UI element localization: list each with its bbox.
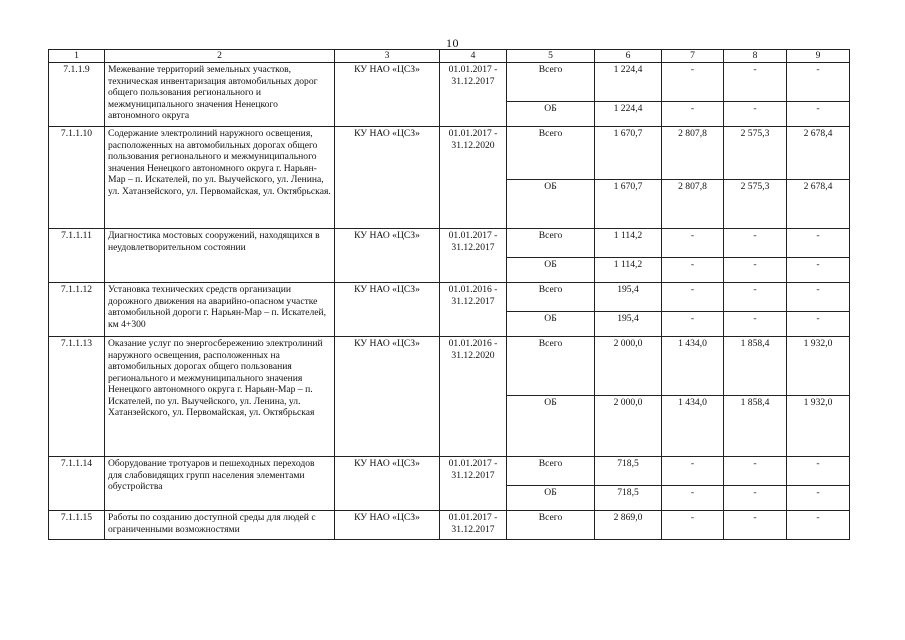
amount-col-8: 1 858,4	[724, 337, 787, 396]
column-number: 7	[662, 50, 724, 63]
amount-col-7: -	[662, 102, 724, 127]
measure-name: Оказание услуг по энергосбережению электролиний наружного освещения, расположенных на автомобильных дорогах общего пользования регионального и межмуниципального значения Ненецкого автономного округа г. Нарьян-Мар – п. Искателей, по ул. Выучейского, ул. Ленина, ул. Хатанзейского, ул. Первомайская, ул. Октябрьская	[105, 337, 335, 457]
funding-source: Всего	[507, 63, 595, 102]
executor: КУ НАО «ЦСЗ»	[335, 229, 440, 283]
amount-col-7: -	[662, 63, 724, 102]
funding-source: Всего	[507, 457, 595, 486]
amount-col-9: 1 932,0	[787, 396, 850, 457]
column-number: 2	[105, 50, 335, 63]
amount-col-8: -	[724, 511, 787, 540]
amount-total: 1 114,2	[595, 258, 662, 283]
amount-col-7: -	[662, 457, 724, 486]
amount-col-9: -	[787, 258, 850, 283]
amount-col-8: -	[724, 229, 787, 258]
funding-source: Всего	[507, 337, 595, 396]
column-number: 4	[440, 50, 507, 63]
amount-col-9: -	[787, 283, 850, 312]
table-row	[49, 457, 850, 486]
amount-col-9: -	[787, 511, 850, 540]
amount-total: 1 670,7	[595, 127, 662, 180]
period: 01.01.2017 - 31.12.2017	[440, 511, 507, 540]
amount-col-8: -	[724, 283, 787, 312]
measure-name: Диагностика мостовых сооружений, находящихся в неудовлетворительном состоянии	[105, 229, 335, 283]
period: 01.01.2016 - 31.12.2020	[440, 337, 507, 457]
period: 01.01.2017 - 31.12.2017	[440, 63, 507, 127]
funding-source: ОБ	[507, 102, 595, 127]
measure-number: 7.1.1.11	[49, 229, 105, 283]
amount-col-7: -	[662, 312, 724, 337]
executor: КУ НАО «ЦСЗ»	[335, 283, 440, 337]
period: 01.01.2017 - 31.12.2020	[440, 127, 507, 229]
amount-col-7: 1 434,0	[662, 337, 724, 396]
amount-col-7: -	[662, 511, 724, 540]
measure-number: 7.1.1.14	[49, 457, 105, 511]
amount-col-9: -	[787, 312, 850, 337]
amount-col-9: 2 678,4	[787, 180, 850, 229]
amount-total: 2 000,0	[595, 396, 662, 457]
amount-col-8: 1 858,4	[724, 396, 787, 457]
executor: КУ НАО «ЦСЗ»	[335, 127, 440, 229]
amount-col-8: 2 575,3	[724, 180, 787, 229]
measure-number: 7.1.1.9	[49, 63, 105, 127]
funding-source: ОБ	[507, 486, 595, 511]
measure-number: 7.1.1.10	[49, 127, 105, 229]
funding-source: ОБ	[507, 180, 595, 229]
amount-col-9: -	[787, 486, 850, 511]
table-row	[49, 283, 850, 312]
table-row	[49, 63, 850, 102]
period: 01.01.2017 - 31.12.2017	[440, 457, 507, 511]
column-number: 3	[335, 50, 440, 63]
funding-source: ОБ	[507, 258, 595, 283]
amount-col-8: -	[724, 102, 787, 127]
column-number: 8	[724, 50, 787, 63]
funding-source: ОБ	[507, 312, 595, 337]
executor: КУ НАО «ЦСЗ»	[335, 511, 440, 540]
amount-col-7: 2 807,8	[662, 127, 724, 180]
amount-total: 195,4	[595, 283, 662, 312]
table-row	[49, 337, 850, 396]
table-row	[49, 229, 850, 258]
amount-col-9: -	[787, 457, 850, 486]
measure-name: Установка технических средств организации дорожного движения на аварийно-опасном участке автомобильной дороги г. Нарьян-Мар – п. Искателей, км 4+300	[105, 283, 335, 337]
amount-col-8: -	[724, 258, 787, 283]
amount-col-8: -	[724, 486, 787, 511]
amount-col-9: -	[787, 229, 850, 258]
measure-name: Работы по созданию доступной среды для людей с ограниченными возможностями	[105, 511, 335, 540]
measure-name: Межевание территорий земельных участков, техническая инвентаризация автомобильных дорог общего пользования регионального и межмуниципального значения Ненецкого автономного округа	[105, 63, 335, 127]
column-number: 1	[49, 50, 105, 63]
executor: КУ НАО «ЦСЗ»	[335, 457, 440, 511]
amount-col-7: -	[662, 283, 724, 312]
amount-total: 2 869,0	[595, 511, 662, 540]
period: 01.01.2016 - 31.12.2017	[440, 283, 507, 337]
measure-name: Содержание электролиний наружного освещения, расположенных на автомобильных дорогах общего пользования регионального и межмуниципального значения Ненецкого автономного округа г. Нарьян-Мар – п. Искателей, по ул. Выучейского, ул. Ленина, ул. Хатанзейского, ул. Первомайская, ул. Октябрьская.	[105, 127, 335, 229]
column-number: 6	[595, 50, 662, 63]
measure-number: 7.1.1.13	[49, 337, 105, 457]
measure-number: 7.1.1.15	[49, 511, 105, 540]
table-row	[49, 511, 850, 540]
amount-col-9: 2 678,4	[787, 127, 850, 180]
amount-col-9: -	[787, 102, 850, 127]
amount-total: 718,5	[595, 486, 662, 511]
funding-source: Всего	[507, 127, 595, 180]
measure-name: Оборудование тротуаров и пешеходных переходов для слабовидящих групп населения элементами обустройства	[105, 457, 335, 511]
amount-col-8: -	[724, 63, 787, 102]
column-number: 5	[507, 50, 595, 63]
amount-col-7: -	[662, 258, 724, 283]
funding-source: Всего	[507, 229, 595, 258]
amount-total: 1 114,2	[595, 229, 662, 258]
amount-total: 195,4	[595, 312, 662, 337]
amount-col-8: -	[724, 312, 787, 337]
page-number: 10	[446, 36, 459, 50]
funding-source: ОБ	[507, 396, 595, 457]
amount-total: 1 670,7	[595, 180, 662, 229]
column-number-row	[49, 50, 850, 63]
program-measures-table	[48, 49, 850, 540]
table-row	[49, 127, 850, 180]
measure-number: 7.1.1.12	[49, 283, 105, 337]
amount-col-9: -	[787, 63, 850, 102]
amount-col-7: -	[662, 486, 724, 511]
amount-col-8: -	[724, 457, 787, 486]
amount-col-8: 2 575,3	[724, 127, 787, 180]
executor: КУ НАО «ЦСЗ»	[335, 337, 440, 457]
amount-total: 718,5	[595, 457, 662, 486]
amount-total: 2 000,0	[595, 337, 662, 396]
amount-col-7: -	[662, 229, 724, 258]
executor: КУ НАО «ЦСЗ»	[335, 63, 440, 127]
amount-col-9: 1 932,0	[787, 337, 850, 396]
funding-source: Всего	[507, 283, 595, 312]
period: 01.01.2017 - 31.12.2017	[440, 229, 507, 283]
amount-col-7: 1 434,0	[662, 396, 724, 457]
column-number: 9	[787, 50, 850, 63]
amount-col-7: 2 807,8	[662, 180, 724, 229]
amount-total: 1 224,4	[595, 102, 662, 127]
amount-total: 1 224,4	[595, 63, 662, 102]
funding-source: Всего	[507, 511, 595, 540]
